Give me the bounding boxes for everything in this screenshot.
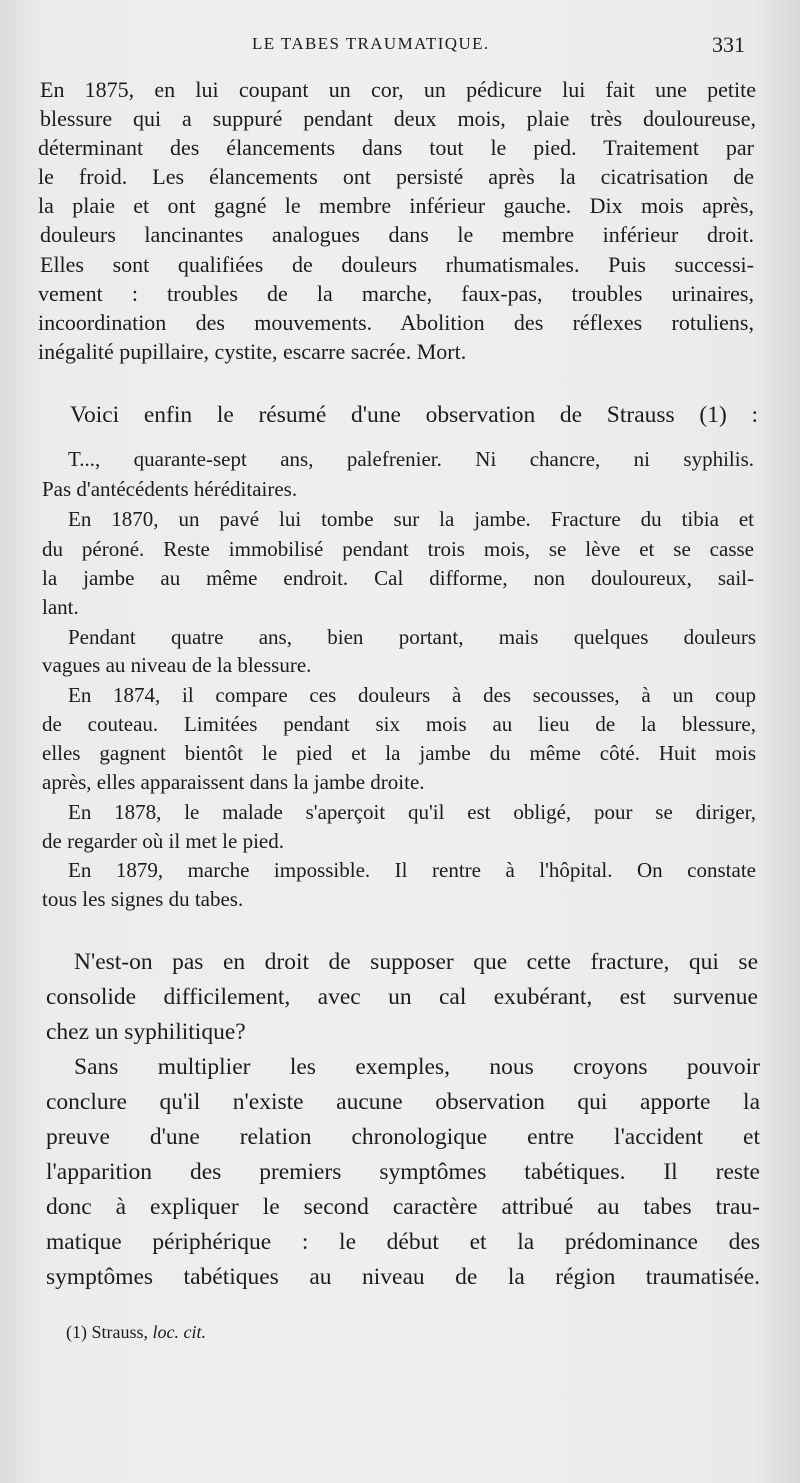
text-line: Sans multiplier les exemples, nous croyons pouvoir xyxy=(74,1054,760,1080)
text-line: Elles sont qualifiées de douleurs rhumatismales. Puis successi- xyxy=(40,252,754,277)
text-line: le froid. Les élancements ont persisté après la cicatrisation de xyxy=(38,164,754,189)
text-line: douleurs lancinantes analogues dans le membre inférieur droit. xyxy=(40,222,754,247)
intro-line: Voici enfin le résumé d'une observation de Strauss (1) : xyxy=(70,402,758,428)
text-line: N'est-on pas en droit de supposer que cette fracture, qui se xyxy=(74,949,758,975)
text-line: la jambe au même endroit. Cal difforme, non douloureux, sail- xyxy=(42,566,754,590)
text-line: inégalité pupillaire, cystite, escarre sacrée. Mort. xyxy=(38,339,467,364)
text-line: incoordination des mouvements. Abolition des réflexes rotuliens, xyxy=(38,310,754,335)
text-line: vement : troubles de la marche, faux-pas, troubles urinaires, xyxy=(38,281,754,306)
text-line: En 1870, un pavé lui tombe sur la jambe. Fracture du tibia et xyxy=(68,507,754,531)
footnote-marker: (1) Strauss, xyxy=(66,1322,148,1342)
text-line: de couteau. Limitées pendant six mois au lieu de la blessure, xyxy=(42,712,756,736)
text-line: donc à expliquer le second caractère attribué au tabes trau- xyxy=(46,1194,760,1220)
text-line: Pas d'antécédents héréditaires. xyxy=(42,477,298,501)
text-line: chez un syphilitique? xyxy=(46,1019,246,1045)
text-line: En 1875, en lui coupant un cor, un pédicure lui fait une petite xyxy=(40,77,756,102)
text-line: l'apparition des premiers symptômes tabétiques. Il reste xyxy=(46,1159,760,1185)
footnote-citation: loc. cit. xyxy=(152,1322,206,1342)
text-line: tous les signes du tabes. xyxy=(42,887,244,911)
running-head xyxy=(0,34,800,62)
footnote xyxy=(66,1322,206,1343)
text-line: du péroné. Reste immobilisé pendant trois mois, se lève et se casse xyxy=(42,537,754,561)
text-line: consolide difficilement, avec un cal exubérant, est survenue xyxy=(46,984,758,1010)
text-line: elles gagnent bientôt le pied et la jambe du même côté. Huit mois xyxy=(42,741,756,765)
text-line: lant. xyxy=(42,595,79,619)
text-line: T..., quarante-sept ans, palefrenier. Ni chancre, ni syphilis. xyxy=(68,447,754,471)
text-line: En 1879, marche impossible. Il rentre à l'hôpital. On constate xyxy=(68,858,756,882)
text-line: En 1874, il compare ces douleurs à des secousses, à un coup xyxy=(68,683,756,707)
text-line: matique périphérique : le début et la prédominance des xyxy=(46,1229,760,1255)
text-line: symptômes tabétiques au niveau de la région traumatisée. xyxy=(46,1264,760,1290)
text-line: la plaie et ont gagné le membre inférieur gauche. Dix mois après, xyxy=(38,193,754,218)
text-line: conclure qu'il n'existe aucune observation qui apporte la xyxy=(46,1089,760,1115)
text-line: déterminant des élancements dans tout le pied. Traitement par xyxy=(38,135,754,160)
text-line: En 1878, le malade s'aperçoit qu'il est obligé, pour se diriger, xyxy=(68,800,756,824)
text-line: de regarder où il met le pied. xyxy=(42,829,284,853)
text-line: après, elles apparaissent dans la jambe droite. xyxy=(42,770,425,794)
text-line: preuve d'une relation chronologique entre l'accident et xyxy=(46,1124,760,1150)
text-line: vagues au niveau de la blessure. xyxy=(42,653,312,677)
text-line: blessure qui a suppuré pendant deux mois, plaie très douloureuse, xyxy=(40,106,756,131)
page-number: 331 xyxy=(712,32,745,57)
text-line: Pendant quatre ans, bien portant, mais quelques douleurs xyxy=(68,625,756,649)
running-title: LE TABES TRAUMATIQUE. xyxy=(252,34,490,53)
